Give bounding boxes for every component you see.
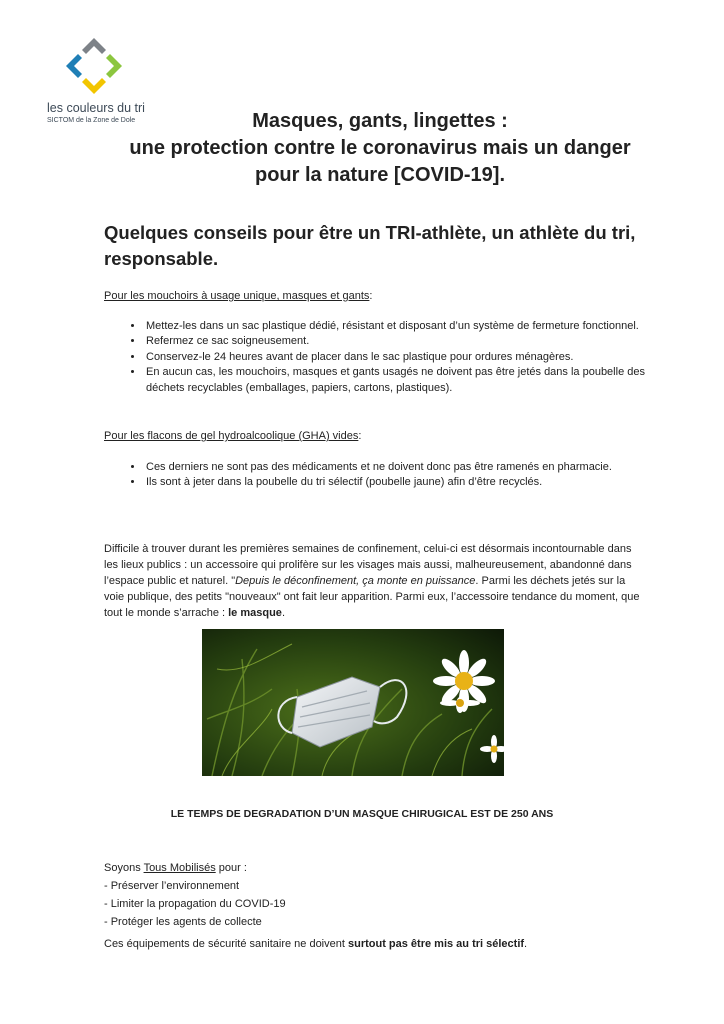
list-item: • Ces derniers ne sont pas des médicaments et ne doivent donc pas être ramenés en pharmacie. [144,460,674,475]
list-item: • Refermez ce sac soigneusement. [144,334,674,349]
section-1-heading [104,290,372,302]
mask-in-grass-photo [202,629,504,776]
intro-end: pour : [215,862,247,874]
final-text: Ces équipements de sécurité sanitaire ne doivent [104,938,348,950]
section-2-heading-text: Pour les flacons de gel hydroalcoolique (GHA) vides [104,430,359,442]
list-item: • Mettez-les dans un sac plastique dédié, résistant et disposant d’un système de fermeture fonctionnel. [144,319,674,334]
list-item: - Protéger les agents de collecte [104,916,262,928]
subtitle: Quelques conseils pour être un TRI-athlète, un athlète du tri, responsable. [104,222,636,269]
list-item: - Limiter la propagation du COVID-19 [104,898,286,910]
page-title [100,108,660,189]
section-1-heading-text: Pour les mouchoirs à usage unique, masques et gants [104,290,370,302]
body-paragraph [104,541,644,621]
logo-name: les couleurs du tri [47,101,145,115]
intro-text: Soyons [104,862,144,874]
title-line-2: une protection contre le coronavirus mais un danger [129,137,631,159]
paragraph-emphasis: le masque [228,607,282,619]
list-item: • Conservez-le 24 heures avant de placer dans le sac plastique pour ordures ménagères. [144,350,674,365]
logo-subtitle: SICTOM de la Zone de Dole [47,117,136,124]
section-1-list [104,319,674,396]
title-line-3: pour la nature [COVID-19]. [254,164,506,186]
paragraph-quote: Depuis le déconfinement, ça monte en puissance [235,575,476,587]
list-item: • Ils sont à jeter dans la poubelle du tri sélectif (poubelle jaune) afin d’être recyclés. [144,475,674,490]
intro-underlined: Tous Mobilisés [143,862,216,874]
section-2-heading-suffix: : [358,430,362,442]
list-item: - Préserver l’environnement [104,880,240,892]
final-statement [104,938,527,950]
caption: LE TEMPS DE DEGRADATION D’UN MASQUE CHIRUGICAL EST DE 250 ANS [170,808,554,820]
paragraph-end: . [281,607,285,619]
photo-illustration [202,629,504,776]
mobilisation-intro [104,859,286,877]
final-emphasis: surtout pas être mis au tri sélectif [347,938,525,950]
section-2-heading [104,430,361,442]
paragraph-text-2: . Parmi les déchets jetés sur la voie publique, des petits "nouveaux" ont fait leur apparition. Parmi eux, l’accessoire tendance du moment, que tout le monde s’arrache : [104,575,640,619]
section-2-list [104,460,674,491]
paragraph-text-1: Difficile à trouver durant les premières semaines de confinement, celui-ci est désormais incontournable dans les lieux publics : un accessoire qui prolifère sur les visages mais aussi, malheureusement, abandonné dans l’espace public et naturel. " [104,543,632,587]
section-1-heading-suffix: : [369,290,373,302]
mobilisation-block [104,859,286,931]
title-line-1: Masques, gants, lingettes : [252,110,508,132]
logo-mark-icon [62,34,126,98]
final-end: . [524,938,528,950]
list-item: • En aucun cas, les mouchoirs, masques et gants usagés ne doivent pas être jetés dans la poubelle des déchets recyclables (emballages, papiers, cartons, plastiques). [144,365,674,396]
